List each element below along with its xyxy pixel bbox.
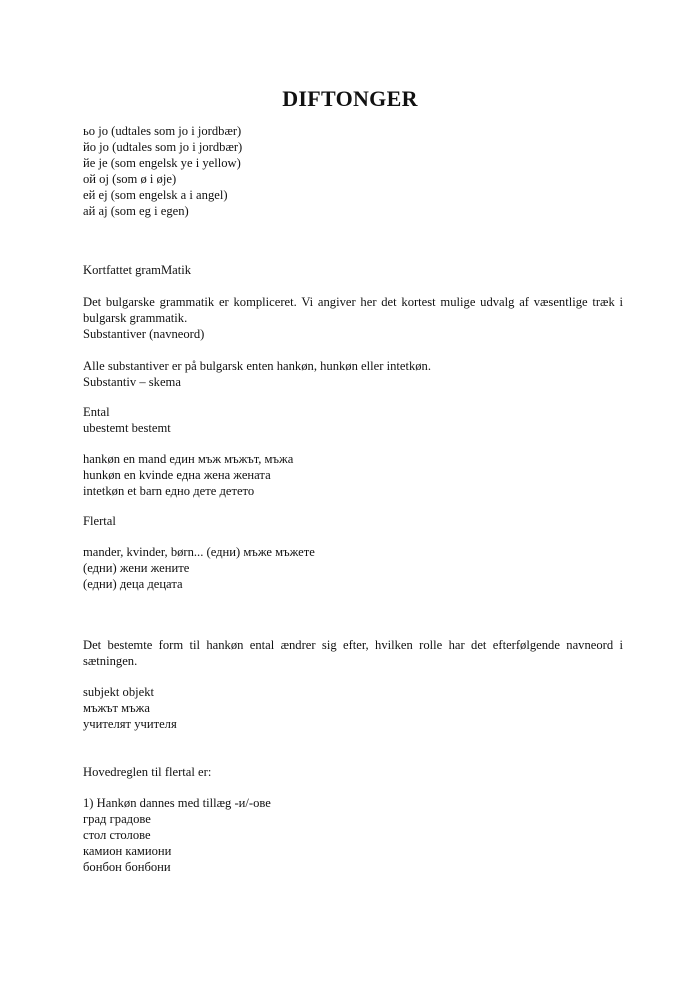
plural-rule-row: стол столове <box>83 828 151 842</box>
plural-rule-row: град градове <box>83 812 151 826</box>
singular-row: hankøn en mand един мъж мъжът, мъжа <box>83 452 294 466</box>
plural-rule-row: камион камиони <box>83 844 172 858</box>
intro-paragraph: Det bulgarske grammatik er kompliceret. Vi angiver her det kortest mulige udvalg af væsentlige træk i bulgarsk grammatik. <box>83 295 623 325</box>
case-row: учителят учителя <box>83 717 177 731</box>
plural-heading: Flertal <box>83 514 116 528</box>
diphthong-line: ьо jo (udtales som jo i jordbær) <box>83 124 242 138</box>
plural-row: (едни) жени жените <box>83 561 190 575</box>
plural-rule-row: 1) Hankøn dannes med tillæg -и/-ове <box>83 796 271 810</box>
definite-paragraph: Det bestemte form til hankøn ental ændrer sig efter, hvilken rolle har det efterfølgende navneord i sætningen. <box>83 638 623 668</box>
diphthong-line: йо jo (udtales som jo i jordbær) <box>83 140 243 154</box>
diphthong-line: ей ej (som engelsk a i angel) <box>83 188 228 202</box>
case-row: subjekt objekt <box>83 685 155 699</box>
gender-sentence: Alle substantiver er på bulgarsk enten hankøn, hunkøn eller intetkøn. <box>83 359 431 373</box>
grammar-heading: Kortfattet gramMatik <box>83 263 192 277</box>
schema-heading: Substantiv – skema <box>83 375 181 389</box>
diphthong-line: ай aj (som eg i egen) <box>83 204 189 218</box>
diphthong-line: ой oj (som ø i øje) <box>83 172 177 186</box>
diphthong-line: йе je (som engelsk ye i yellow) <box>83 156 241 170</box>
singular-heading: Ental <box>83 405 110 419</box>
singular-row: hunkøn en kvinde една жена жената <box>83 468 271 482</box>
singular-row: intetkøn et barn едно дете детето <box>83 484 255 498</box>
plural-row: (едни) деца децата <box>83 577 183 591</box>
plural-rule-row: бонбон бонбони <box>83 860 171 874</box>
page-title: DIFTONGER <box>282 86 418 111</box>
case-row: мъжът мъжа <box>83 701 150 715</box>
plural-row: mander, kvinder, børn... (едни) мъже мъжете <box>83 545 315 559</box>
plural-rule-heading: Hovedreglen til flertal er: <box>83 765 212 779</box>
substantiver-heading: Substantiver (navneord) <box>83 327 205 341</box>
singular-subheading: ubestemt bestemt <box>83 421 171 435</box>
